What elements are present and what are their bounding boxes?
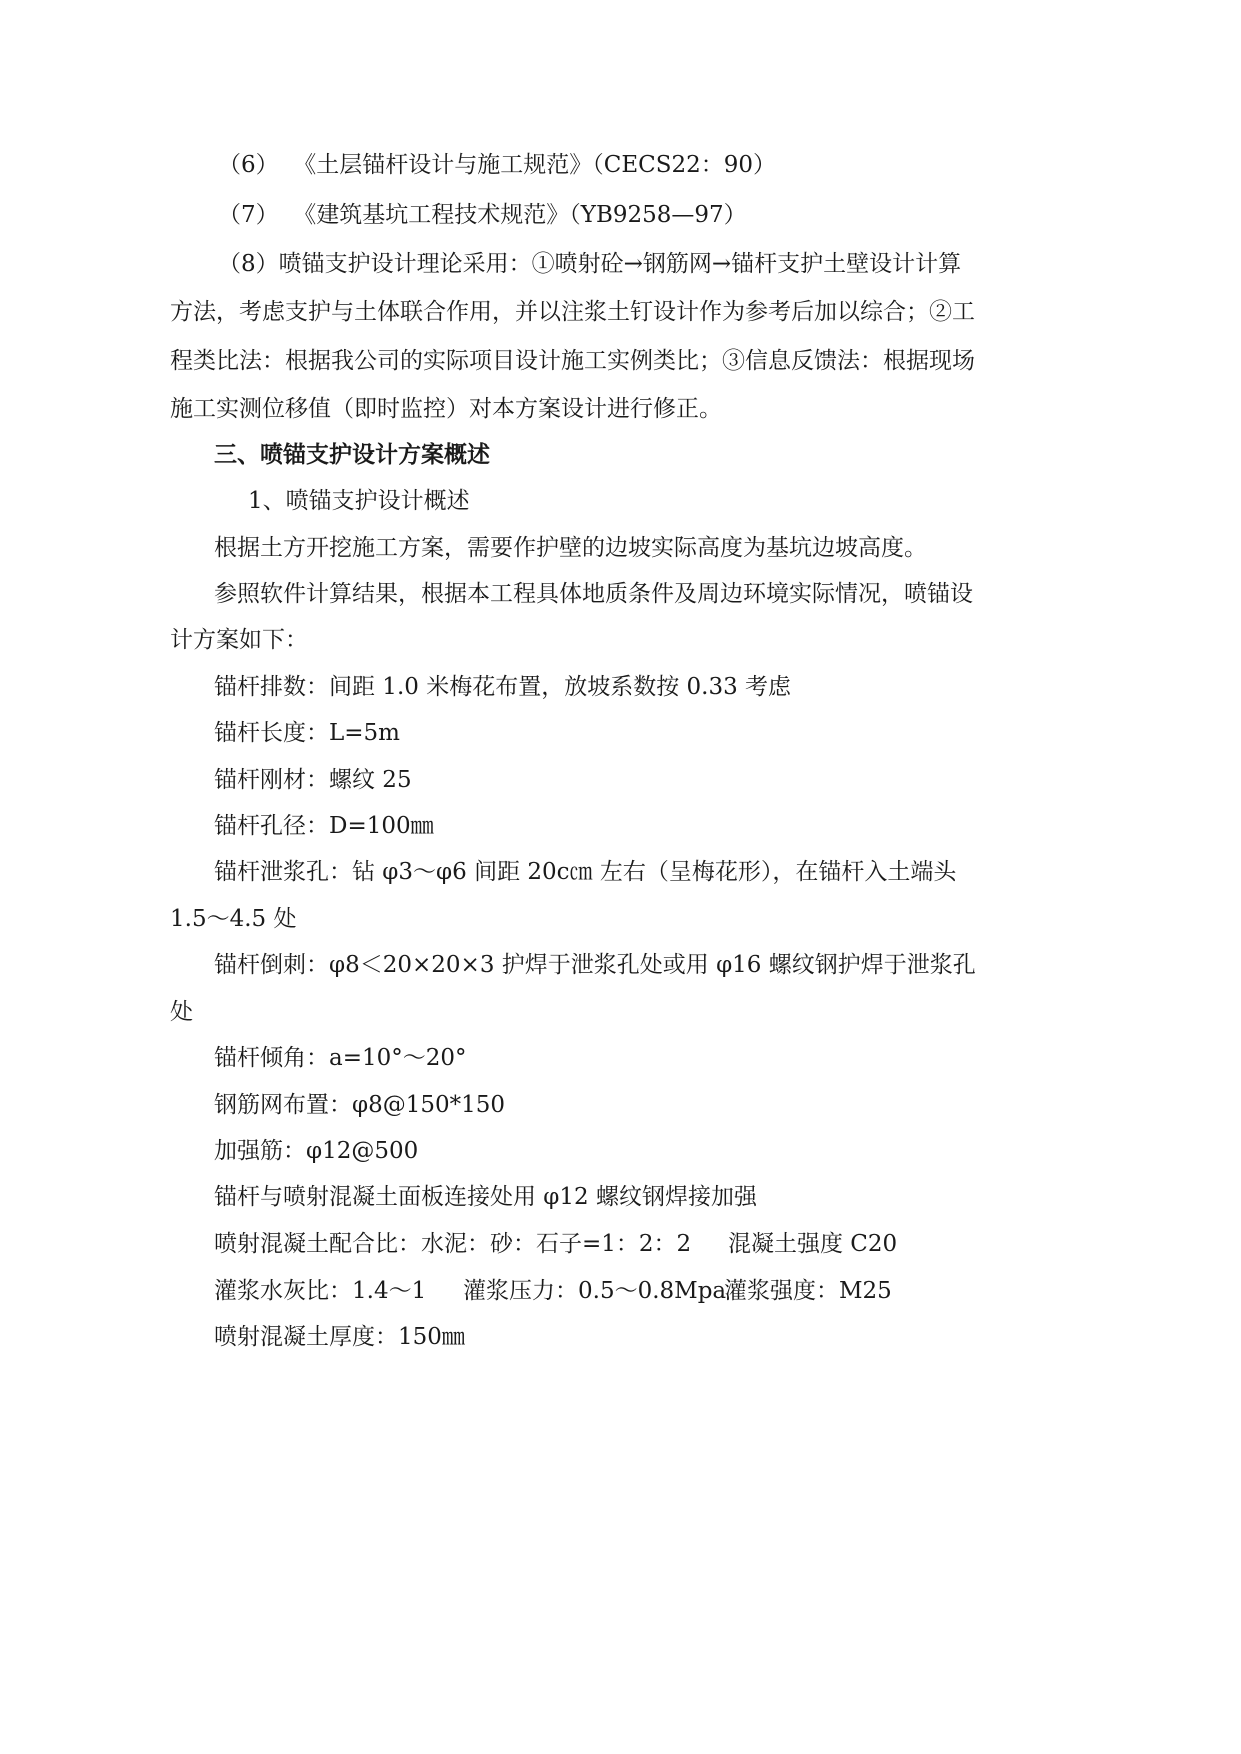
- param-grout-pressure: 灌浆压力：0.5～0.8Mpa: [463, 1278, 727, 1304]
- section-heading: 三、喷锚支护设计方案概述: [214, 441, 490, 468]
- reference-6: （6） 《土层锚杆设计与施工规范》（CECS22：90）: [218, 152, 777, 178]
- param-grout-holes-line-2: 1.5～4.5 处: [170, 906, 297, 932]
- reference-7: （7） 《建筑基坑工程技术规范》（YB9258—97）: [218, 202, 747, 228]
- param-thickness: 喷射混凝土厚度：150㎜: [214, 1324, 465, 1350]
- theory-line-3: 程类比法：根据我公司的实际项目设计施工实例类比；③信息反馈法：根据现场: [170, 348, 975, 374]
- param-angle: 锚杆倾角：a=10°～20°: [214, 1045, 467, 1071]
- section-intro: 根据土方开挖施工方案，需要作护壁的边坡实际高度为基坑边坡高度。: [214, 535, 927, 561]
- basis-line-1: 参照软件计算结果，根据本工程具体地质条件及周边环境实际情况，喷锚设: [214, 581, 973, 607]
- param-mesh: 钢筋网布置：φ8@150*150: [214, 1092, 506, 1118]
- theory-line-2: 方法，考虑支护与土体联合作用，并以注浆土钉设计作为参考后加以综合；②工: [170, 299, 975, 325]
- param-material: 锚杆刚材：螺纹 25: [214, 767, 412, 793]
- param-length: 锚杆长度：L=5m: [214, 720, 400, 746]
- param-grout-holes-line-1: 锚杆泄浆孔：钻 φ3～φ6 间距 20c㎝ 左右（呈梅花形），在锚杆入土端头: [214, 859, 957, 885]
- param-wc-ratio: 灌浆水灰比：1.4～1: [214, 1278, 427, 1304]
- basis-line-2: 计方案如下：: [170, 627, 308, 653]
- param-stiffener: 加强筋：φ12@500: [214, 1138, 419, 1164]
- param-rows: 锚杆排数：间距 1.0 米梅花布置，放坡系数按 0.33 考虑: [214, 674, 792, 700]
- param-connection: 锚杆与喷射混凝土面板连接处用 φ12 螺纹钢焊接加强: [214, 1184, 757, 1210]
- param-hole-diameter: 锚杆孔径：D=100㎜: [214, 813, 434, 839]
- theory-line-4: 施工实测位移值（即时监控）对本方案设计进行修正。: [170, 396, 722, 422]
- theory-line-1: （8）喷锚支护设计理论采用：①喷射砼→钢筋网→锚杆支护土壁设计计算: [218, 251, 962, 277]
- param-mix-ratio: 喷射混凝土配合比：水泥：砂：石子=1：2：2: [214, 1231, 692, 1257]
- param-concrete-strength: 混凝土强度 C20: [728, 1231, 898, 1257]
- param-grout-strength: 灌浆强度：M25: [724, 1278, 892, 1304]
- param-barbs-line-1: 锚杆倒刺：φ8＜20×20×3 护焊于泄浆孔处或用 φ16 螺纹钢护焊于泄浆孔: [214, 952, 976, 978]
- param-barbs-line-2: 处: [170, 999, 193, 1025]
- section-subheading: 1、喷锚支护设计概述: [248, 488, 470, 514]
